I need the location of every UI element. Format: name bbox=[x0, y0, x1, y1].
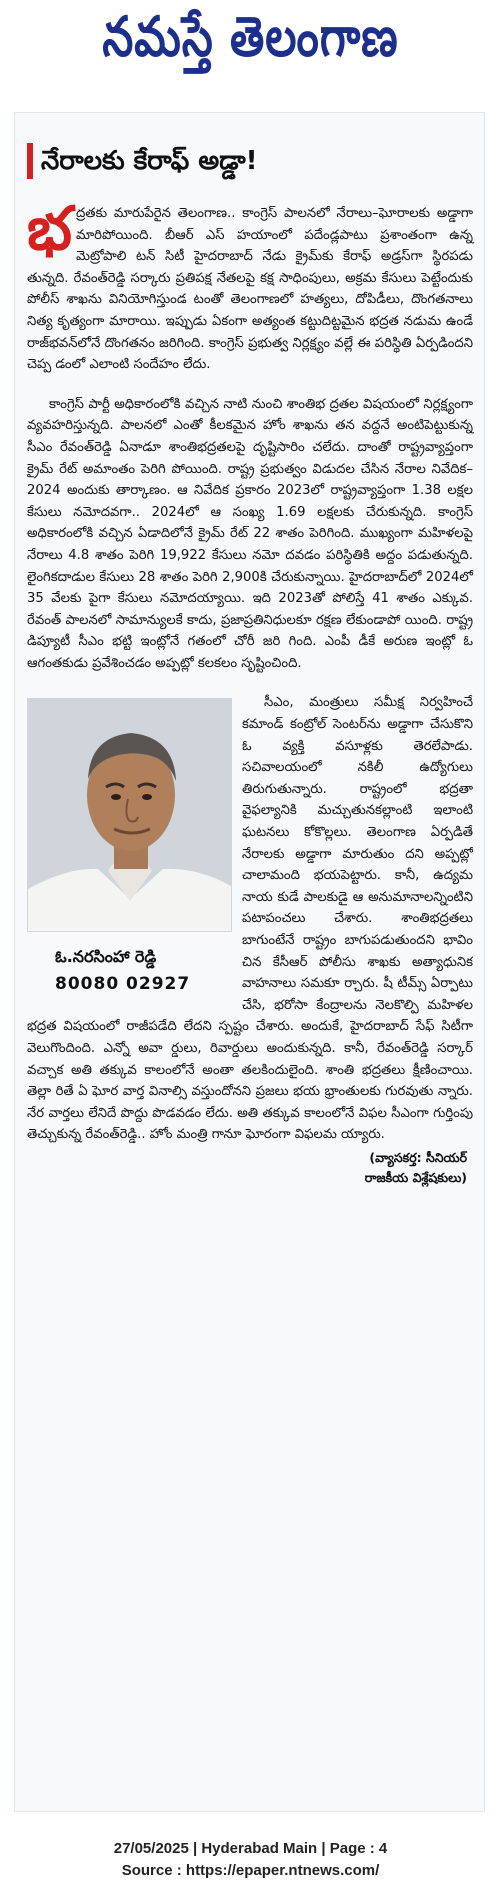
masthead bbox=[0, 0, 501, 88]
article-headline-block bbox=[27, 139, 473, 183]
author-name: ఓ.నరసింహా రెడ్డి bbox=[55, 947, 157, 967]
article-headline: నేరాలకు కేరాఫ్ అడ్డా! bbox=[41, 146, 258, 176]
byline-line-1: (వ్యాసకర్త: సీనియర్ bbox=[369, 1149, 467, 1165]
portrait-illustration bbox=[28, 699, 232, 932]
writer-byline bbox=[27, 1148, 473, 1188]
article-content bbox=[27, 139, 473, 1188]
newspaper-title: నమస్తే తెలంగాణ bbox=[102, 5, 399, 69]
paragraph-2: కాంగ్రెస్ పార్టీ అధికారంలోకి వచ్చిన నాటి నుంచి శాంతిభ ద్రతల విషయంలో నిర్లక్ష్యంగా వ్యవహరిస్తున్నది. పాలనలో ఎంతో కీలకమైన హోం శాఖను తన వద్దనే అంటిపెట్టుకున్న సీఎం రేవంత్‌రెడ్డి ఏనాడూ శాంతిభద్రతలపై దృష్టిసారిం చలేదు. దాంతో రాష్ట్రవ్యాప్తంగా క్రైమ్ రేట్ అమాంతం పెరిగి పోయింది. రాష్ట్ర ప్రభుత్వం విడుదల చేసిన నేరాల నివేదిక– 2024 అందుకు తార్కాణం. ఆ నివేదిక ప్రకారం 2023లో రాష్ట్రవ్యాప్తంగా 1.38 లక్షల కేసులు నమోదవగా.. 2024లో ఆ సంఖ్య 1.69 లక్షలకు చేరుకున్నది. కాంగ్రెస్ అధికారంలోకి వచ్చిన ఏడాదిలోనే క్రైమ్ రేట్ 22 శాతం పెరిగింది. ముఖ్యంగా మహిళలపై నేరాలు 4.8 శాతం పెరిగి 19,922 కేసులు నమో దవడం పరిస్థితికి అద్దం పడుతున్నది. లైంగికదాడుల కేసులు 28 శాతం పెరిగి 2,900కి చేరుకున్నాయి. హైదరాబాద్‌లో 2024లో 35 వేలకు పైగా కేసులు నమోదయ్యాయి. ఇది 2023తో పోలిస్తే 41 శాతం ఎక్కువ. రేవంత్ పాలనలో సామాన్యులకే కాదు, ప్రజాప్రతినిధులకూ రక్షణ లేకుండాపో యింది. రాష్ట్ర డిప్యూటీ సీఎం భట్టి ఇంట్లోనే గతంలో చోరీ జరి గింది. ఎంపీ డీకే అరుణ ఇంట్లో ఓ ఆగంతకుడు ప్రవేశించడం అప్పట్లో కలకలం సృష్టించింది. bbox=[27, 396, 473, 671]
headline-accent-bar bbox=[27, 143, 33, 179]
paragraph-3: సీఎం, మంత్రులు సమీక్ష నిర్వహించే కమాండ్ కంట్రోల్ సెంటర్‌ను అడ్డాగా చేసుకొని ఓ వ్యక్తి వసూళ్లకు తెరలేపాడు. సచివాలయంలో నకిలీ ఉద్యోగులు తిరుగుతున్నారు. రాష్ట్రంలో భద్రతా వైఫల్యానికి మచ్చుతునకల్లాంటి ఇలాంటి ఘటనలు కోకొల్లలు. తెలంగాణ ఏర్పడితే నేరాలకు అడ్డాగా మారుతుం దని అప్పట్లో చాలామంది భయపెట్టారు. కానీ, ఉద్యమ నాయ కుడే పాలకుడై ఆ అనుమానాలన్నింటిని పటాపంచలు చేశారు. శాంతిభద్రతలు బాగుంటేనే రాష్ట్రం బాగుపడుతుందని భావిం చిన కేసీఆర్ పోలీసు శాఖకు అత్యాధునిక వాహనాలు సమకూ ర్చారు. షీ టీమ్స్ ఏర్పాటు చేసి, భరోసా కేంద్రాలను నెలకొల్పి మహిళల భద్రత విషయంలో రాజీపడేది లేదని స్పష్టం చేశారు. అందుకే, హైదరాబాద్ సేఫ్ సిటీగా వెలుగొందింది. ఎన్నో అవా ర్డులు, రివార్డులు అందుకున్నది. కానీ, రేవంత్‌రెడ్డి సర్కార్ వచ్చాక అతి తక్కువ కాలంలోనే అంతా తలకిందులైంది. శాంతి భద్రతలు క్షీణించాయి. తెల్లా రితే ఏ ఘోర వార్త వినాల్సి వస్తుందోనని ప్రజలు భయ భ్రాంతులకు గురవుతు న్నారు. నేర వార్తలు లేనిదే పొద్దు పొడవడం లేదు. అతి తక్కువ కాలంలోనే విఫల సీఎంగా గుర్తింపు తెచ్చుకున్న రేవంత్‌రెడ్డి.. హోం మంత్రి గానూ ఘోరంగా విఫలమ య్యారు. bbox=[27, 695, 473, 1143]
author-photo bbox=[27, 698, 232, 932]
article-body bbox=[27, 194, 473, 1188]
source-link[interactable]: Source : https://epaper.ntnews.com/ bbox=[121, 1862, 380, 1879]
edition-info: 27/05/2025 | Hyderabad Main | Page : 4 bbox=[113, 1840, 388, 1857]
paragraph-1-text: ద్రతకు మారుపేరైన తెలంగాణ.. కాంగ్రెస్ పాలనలో నేరాలు–ఘోరాలకు అడ్డాగా మారిపోయింది. బీఆర్ ఎస్ హయాంలో పదేండ్లపాటు ప్రశాంతంగా ఉన్న మెట్రోపాలి టన్ సిటీ హైదరాబాద్ నేడు క్రైమ్‌కు కేరాఫ్ అడ్రస్‌గా స్థిరపడు తున్నది. రేవంత్‌రెడ్డి సర్కారు ప్రతిపక్ష నేతలపై కక్ష సాధింపులు, అక్రమ కేసులు పెట్టేందుకు పోలీస్ శాఖను వినియోగిస్తుండ టంతో తెలంగాణలో హత్యలు, దోపిడీలు, దొంగతనాలు నిత్య కృత్యంగా మారాయి. ఇప్పుడు ఏకంగా అత్యంత కట్టుదిట్టమైన భద్రత నడుమ ఉండే రాజ్‌భవన్‌లోనే దొంగతనం జరిగింది. కాంగ్రెస్ ప్రభుత్వ నిర్లక్ష్యం వల్లే ఈ పరిస్థితి ఏర్పడిందని చెప్ప డంలో ఎలాంటి సందేహం లేదు. bbox=[27, 206, 473, 373]
drop-cap: భ bbox=[27, 194, 72, 264]
author-phone: 80080 02927 bbox=[55, 974, 191, 995]
paragraph-1 bbox=[27, 194, 473, 376]
closing-section bbox=[27, 692, 473, 1151]
byline-line-2: రాజకీయ విశ్లేషకులు) bbox=[364, 1169, 467, 1185]
article-clipping bbox=[14, 112, 485, 1812]
page-footer bbox=[0, 1838, 501, 1882]
author-box bbox=[27, 698, 232, 995]
